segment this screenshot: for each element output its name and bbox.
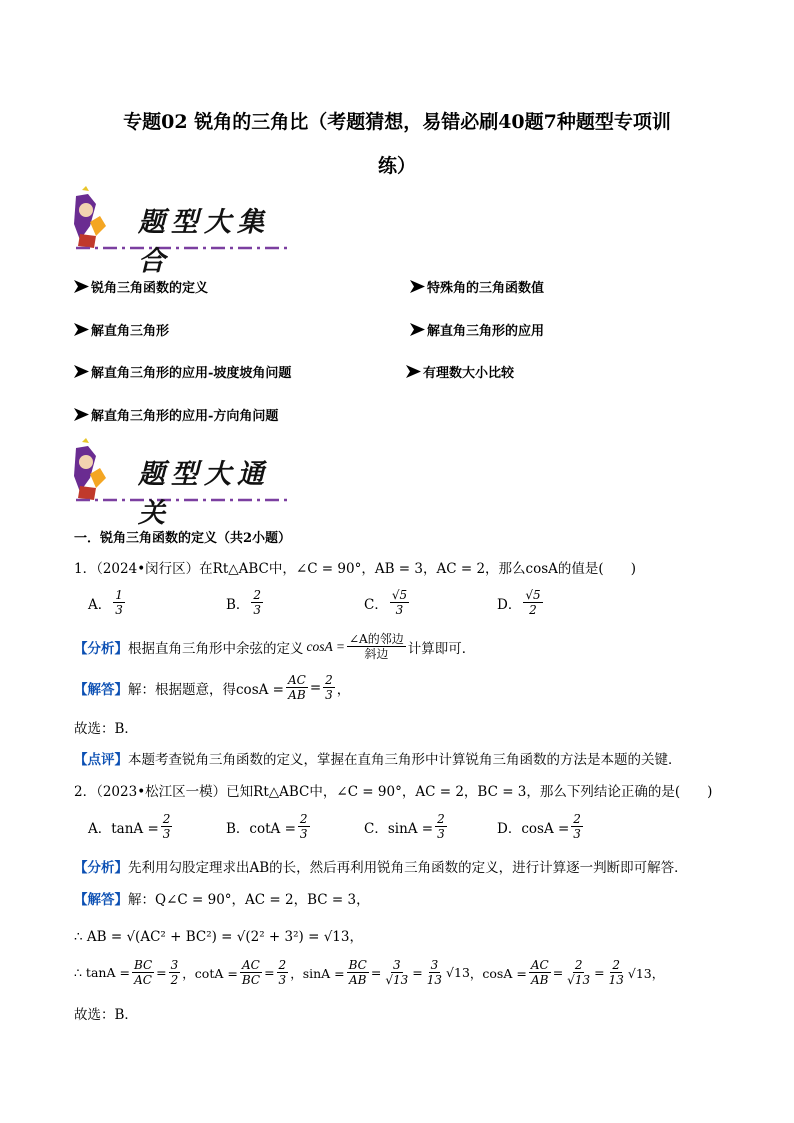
topic-item: 解直角三角形的应用 [410, 320, 544, 339]
question-2-choice: 故选：B． [74, 1007, 138, 1023]
question-1-comment: 【点评】本题考查锐角三角函数的定义，掌握在直角三角形中计算锐角三角函数的方法是本题的关键． [74, 752, 682, 768]
title-line-2: 练） [377, 155, 416, 177]
banner-title: 题型大通关 [138, 459, 270, 529]
question-1-answer: 【解答】 解：根据题意，得cosA = $\frac{AC}{AB}$ = $\frac{2}{3}$ ， [74, 673, 351, 702]
arrowhead-icon [74, 408, 89, 421]
option-b: B．cotA = $\frac{2}{3}$ [226, 812, 308, 841]
option-c: C．sinA = $\frac{2}{3}$ [364, 812, 445, 841]
arrowhead-icon [74, 323, 89, 336]
section-heading: 一．锐角三角函数的定义（共2小题） [74, 531, 292, 546]
option-a: A． $\frac{1}{3}$ [88, 588, 123, 617]
page-title [60, 100, 734, 188]
arrowhead-icon [74, 280, 89, 293]
arrowhead-icon [74, 365, 89, 378]
arrowhead-icon [406, 365, 421, 378]
topic-item: 解直角三角形的应用-方向角问题 [74, 405, 278, 424]
option-d: D．cosA = $\frac{2}{3}$ [497, 812, 581, 841]
option-c: C． $\frac{√5}{3}$ [364, 588, 408, 617]
banner-title: 题型大集合 [138, 207, 270, 277]
arrowhead-icon [410, 280, 425, 293]
banner-pass [66, 438, 296, 529]
question-2-answer-line-3: ∴ tanA = $\frac{BC}{AC}$ = $\frac{3}{2}$ ，cotA = $\frac{AC}{BC}$ = $\frac{2}{3}$ ，sinA = $\frac{BC}{AB}$ = $\frac{3}{√13}$ = $\frac{3}{13}$ √13 ，cosA = $\frac{AC}{AB}$ = $\frac{2}{√13}$ = $\frac{2}{13}$ √13， [74, 958, 665, 987]
question-2-stem: 2．（2023•松江区一模）已知Rt△ABC中，∠C = 90°，AC = 2，BC = 3，那么下列结论正确的是( ) [74, 784, 713, 800]
question-2-answer: 【解答】解：Q∠C = 90°，AC = 2，BC = 3， [74, 892, 370, 908]
topic-item: 锐角三角函数的定义 [74, 277, 208, 296]
question-1-choice: 故选：B． [74, 721, 138, 737]
option-a: A．tanA = $\frac{2}{3}$ [88, 812, 171, 841]
option-d: D． $\frac{√5}{2}$ [497, 588, 541, 617]
option-b: B． $\frac{2}{3}$ [226, 588, 262, 617]
arrowhead-icon [410, 323, 425, 336]
title-line-1: 专题02 锐角的三角比（考题猜想，易错必刷40题7种题型专项训 [123, 111, 671, 133]
topic-item: 特殊角的三角函数值 [410, 277, 544, 296]
question-1-stem: 1．（2024•闵行区）在Rt△ABC中，∠C = 90°，AB = 3，AC = 2，那么cosA的值是( ) [74, 561, 636, 577]
topic-item: 解直角三角形 [74, 320, 169, 339]
question-2-analysis: 【分析】先利用勾股定理求出AB的长，然后再利用锐角三角函数的定义，进行计算逐一判断即可解答． [74, 860, 688, 876]
topic-item: 解直角三角形的应用-坡度坡角问题 [74, 362, 291, 381]
banner-collection [66, 186, 296, 277]
topic-item: 有理数大小比较 [406, 362, 514, 381]
question-1-analysis: 【分析】 根据直角三角形中余弦的定义 cosA = $\frac{\text{∠A的邻边}}{\text{斜边}}$ 计算即可． [74, 632, 476, 661]
question-2-answer-line-2: ∴ AB = √(AC² + BC²) = √(2² + 3²) = √13， [74, 929, 363, 945]
